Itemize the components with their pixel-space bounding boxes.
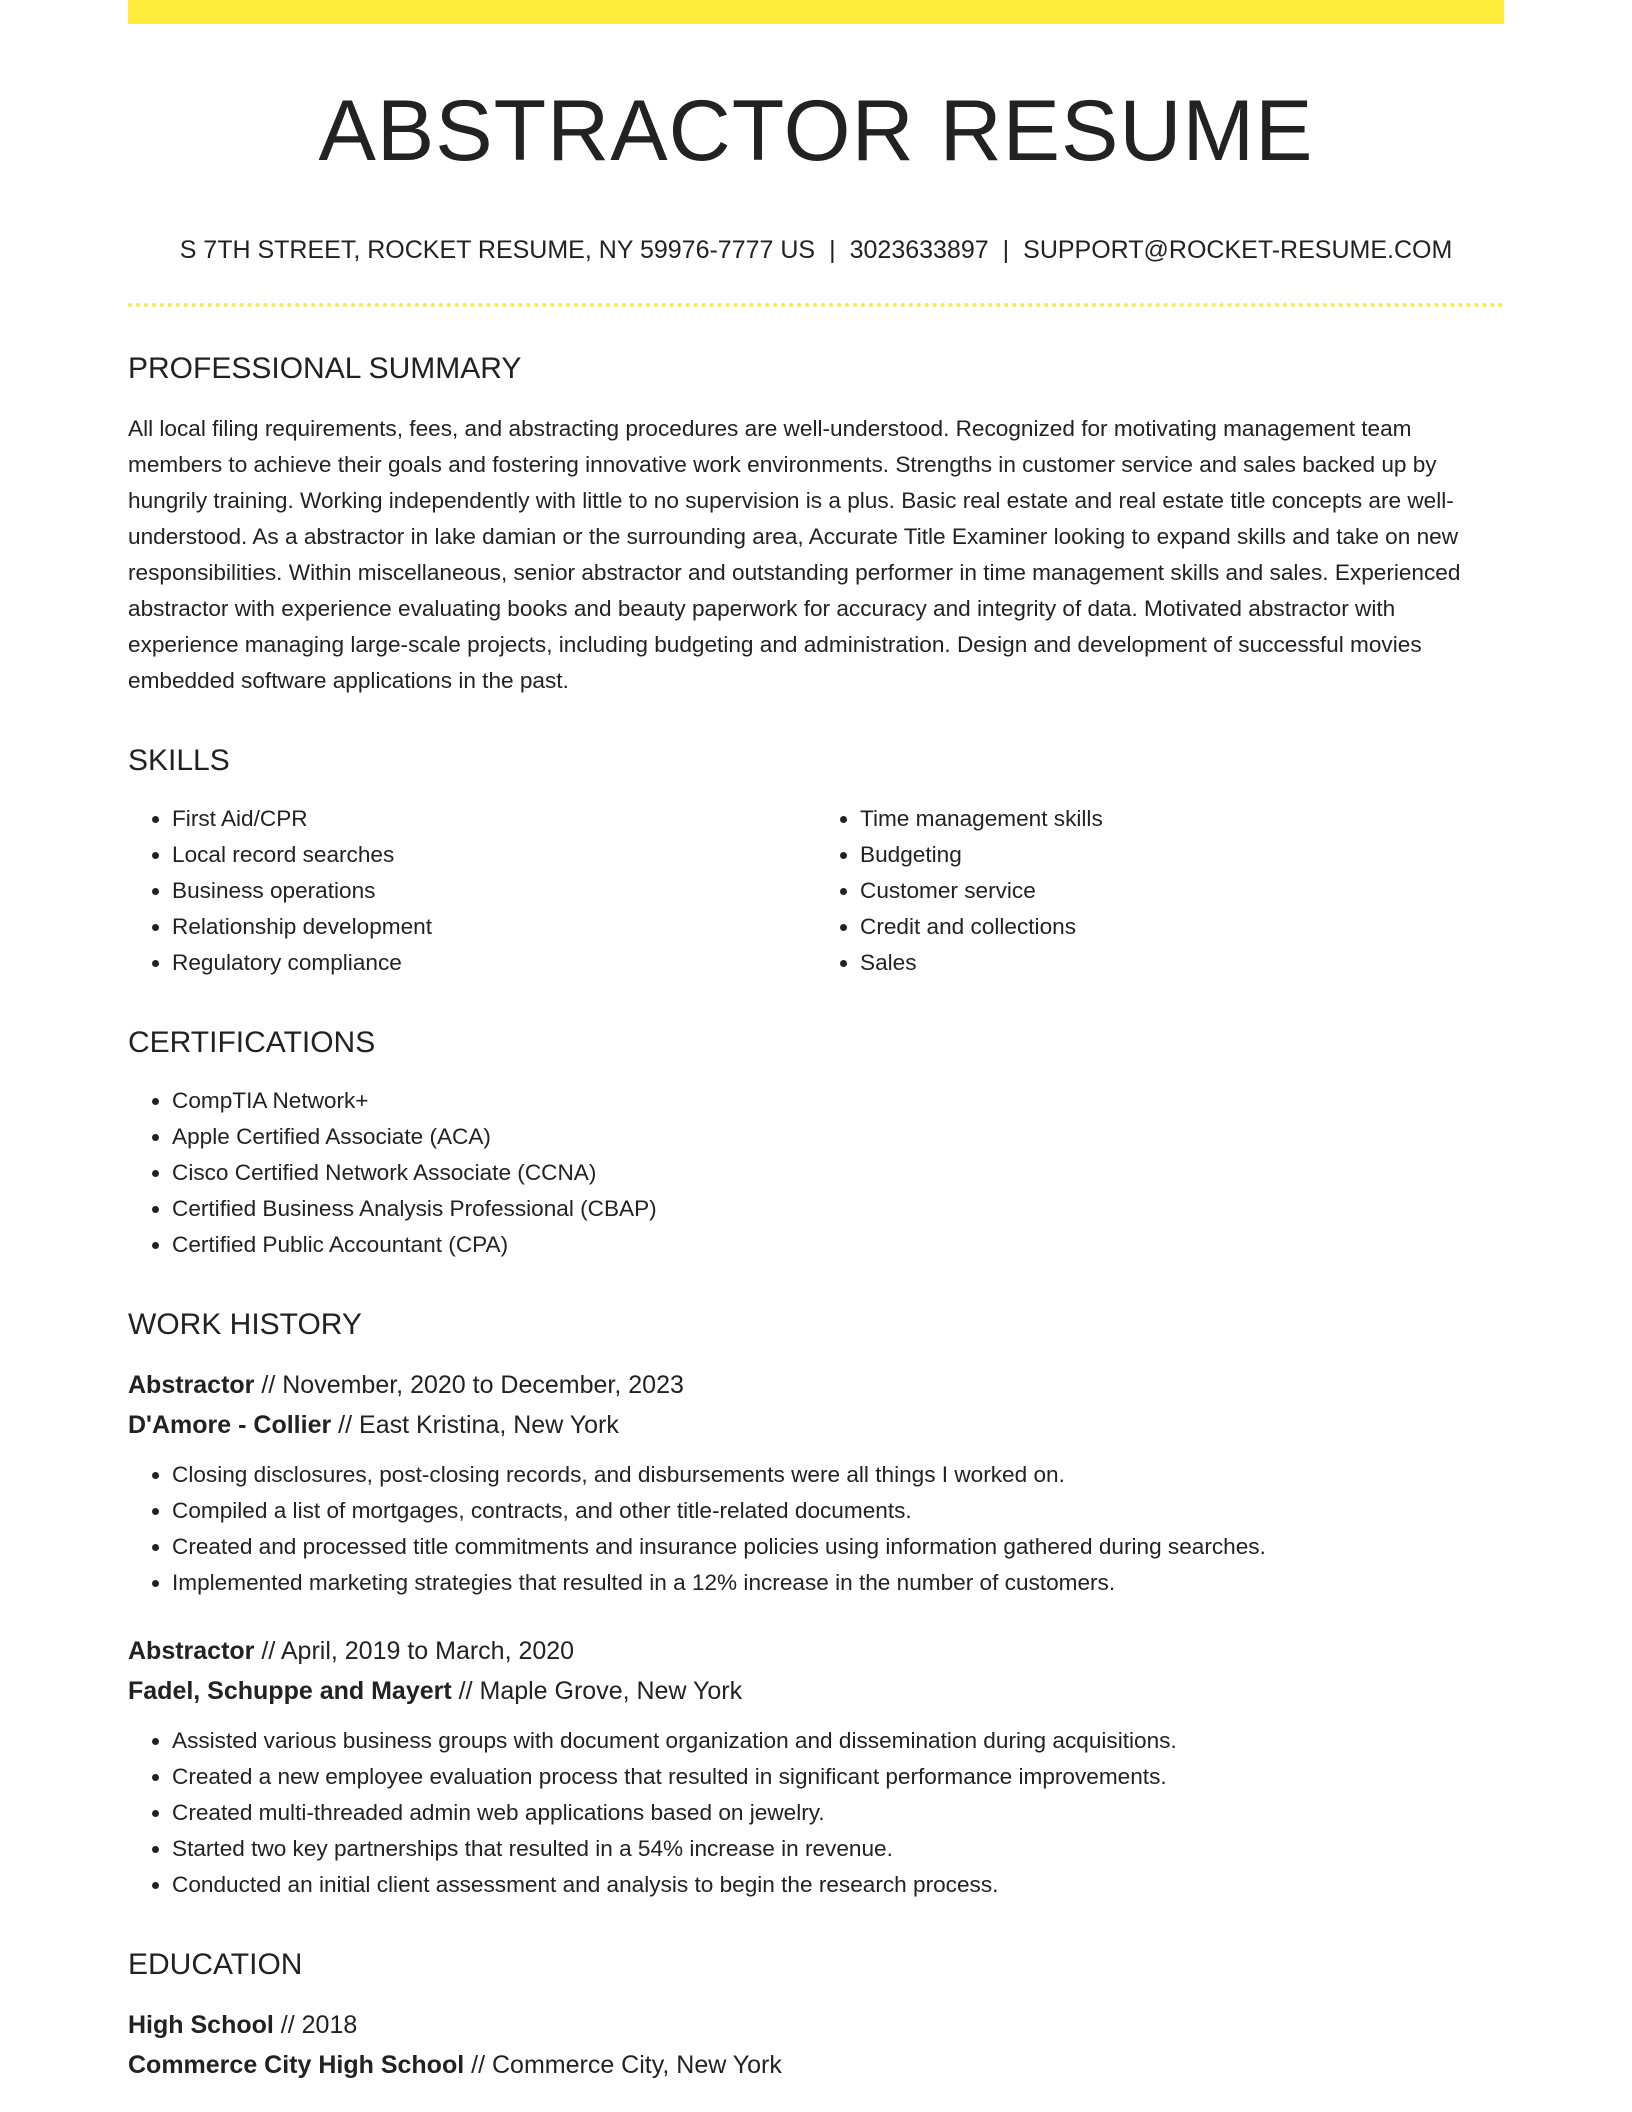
education-heading: EDUCATION	[128, 1947, 303, 1981]
job-bullet: • Created multi-threaded admin web applications based on jewelry.	[172, 1795, 1504, 1831]
job-bullet: • Created a new employee evaluation process that resulted in significant performance improvements.	[172, 1759, 1504, 1795]
skill-item: • Regulatory compliance	[172, 945, 816, 981]
skill-item: • Sales	[860, 945, 1504, 981]
certification-item: • Cisco Certified Network Associate (CCNA)	[172, 1155, 1504, 1191]
job-entry	[128, 1365, 1504, 1601]
skill-item: • Local record searches	[172, 837, 816, 873]
separator: //	[261, 1636, 276, 1665]
separator: //	[280, 2010, 295, 2039]
job-company: D'Amore - Collier	[128, 1410, 332, 1439]
skill-item: • Business operations	[172, 873, 816, 909]
separator: //	[471, 2050, 486, 2079]
education-degree: High School	[128, 2010, 274, 2039]
education-location: Commerce City, New York	[491, 2050, 782, 2079]
certification-item: • CompTIA Network+	[172, 1083, 1504, 1119]
job-bullets	[128, 1457, 1504, 1601]
job-dates: April, 2019 to March, 2020	[280, 1636, 575, 1665]
separator: //	[458, 1676, 473, 1705]
contact-email[interactable]: SUPPORT@ROCKET-RESUME.COM	[1023, 235, 1453, 264]
education-degree-line	[128, 2005, 1504, 2045]
job-bullet: • Compiled a list of mortgages, contracts, and other title-related documents.	[172, 1493, 1504, 1529]
education-school-line	[128, 2045, 1504, 2085]
job-location: East Kristina, New York	[359, 1410, 619, 1439]
work-history-heading: WORK HISTORY	[128, 1307, 362, 1341]
job-bullet: • Started two key partnerships that resulted in a 54% increase in revenue.	[172, 1831, 1504, 1867]
header-divider	[128, 303, 1504, 307]
skill-item: • Credit and collections	[860, 909, 1504, 945]
job-company-line	[128, 1405, 1504, 1445]
certifications-heading: CERTIFICATIONS	[128, 1025, 376, 1059]
job-bullet: • Implemented marketing strategies that resulted in a 12% increase in the number of customers.	[172, 1565, 1504, 1601]
job-role-line	[128, 1365, 1504, 1405]
top-accent-bar	[128, 0, 1504, 24]
education-school: Commerce City High School	[128, 2050, 465, 2079]
skills-heading: SKILLS	[128, 743, 230, 777]
job-dates: November, 2020 to December, 2023	[282, 1370, 684, 1399]
contact-phone[interactable]: 3023633897	[849, 235, 989, 264]
job-bullets	[128, 1723, 1504, 1903]
education-year: 2018	[301, 2010, 358, 2039]
job-role: Abstractor	[128, 1370, 255, 1399]
contact-address: S 7TH STREET, ROCKET RESUME, NY 59976-7777 US	[179, 235, 816, 264]
skill-item: • First Aid/CPR	[172, 801, 816, 837]
certification-item: • Apple Certified Associate (ACA)	[172, 1119, 1504, 1155]
certifications-list	[128, 1083, 1504, 1263]
skill-item: • Budgeting	[860, 837, 1504, 873]
summary-heading: PROFESSIONAL SUMMARY	[128, 351, 522, 385]
job-entry	[128, 1631, 1504, 1903]
contact-separator: |	[829, 235, 836, 264]
skills-column-left	[128, 801, 816, 981]
skill-item: • Relationship development	[172, 909, 816, 945]
job-location: Maple Grove, New York	[479, 1676, 743, 1705]
skills-column-right	[816, 801, 1504, 981]
summary-text: All local filing requirements, fees, and abstracting procedures are well-understood. Recognized for motivating management team members to achieve their goals and fostering innovative work environments. Strengths in customer service and sales backed up by hungrily training. Working independently with little to no supervision is a plus. Basic real estate and real estate title concepts are well-understood. As a abstractor in lake damian or the surrounding area, Accurate Title Examiner looking to expand skills and take on new responsibilities. Within miscellaneous, senior abstractor and outstanding performer in time management skills and sales. Experienced abstractor with experience evaluating books and beauty paperwork for accuracy and integrity of data. Motivated abstractor with experience managing large-scale projects, including budgeting and administration. Design and development of successful movies embedded software applications in the past.	[128, 415, 1461, 693]
resume-page	[128, 0, 1504, 2085]
separator: //	[338, 1410, 353, 1439]
skill-item: • Time management skills	[860, 801, 1504, 837]
job-role: Abstractor	[128, 1636, 255, 1665]
skills-list	[128, 801, 1504, 981]
separator: //	[261, 1370, 276, 1399]
certification-item: • Certified Public Accountant (CPA)	[172, 1227, 1504, 1263]
job-role-line	[128, 1631, 1504, 1671]
job-bullet: • Created and processed title commitments and insurance policies using information gathered during searches.	[172, 1529, 1504, 1565]
resume-title: ABSTRACTOR RESUME	[318, 83, 1314, 179]
education-entry	[128, 2005, 1504, 2085]
skill-item: • Customer service	[860, 873, 1504, 909]
job-company-line	[128, 1671, 1504, 1711]
job-company: Fadel, Schuppe and Mayert	[128, 1676, 452, 1705]
certification-item: • Certified Business Analysis Professional (CBAP)	[172, 1191, 1504, 1227]
job-bullet: • Conducted an initial client assessment and analysis to begin the research process.	[172, 1867, 1504, 1903]
contact-separator: |	[1002, 235, 1010, 264]
contact-line	[128, 235, 1504, 265]
job-bullet: • Assisted various business groups with document organization and dissemination during acquisitions.	[172, 1723, 1504, 1759]
job-bullet: • Closing disclosures, post-closing records, and disbursements were all things I worked on.	[172, 1457, 1504, 1493]
